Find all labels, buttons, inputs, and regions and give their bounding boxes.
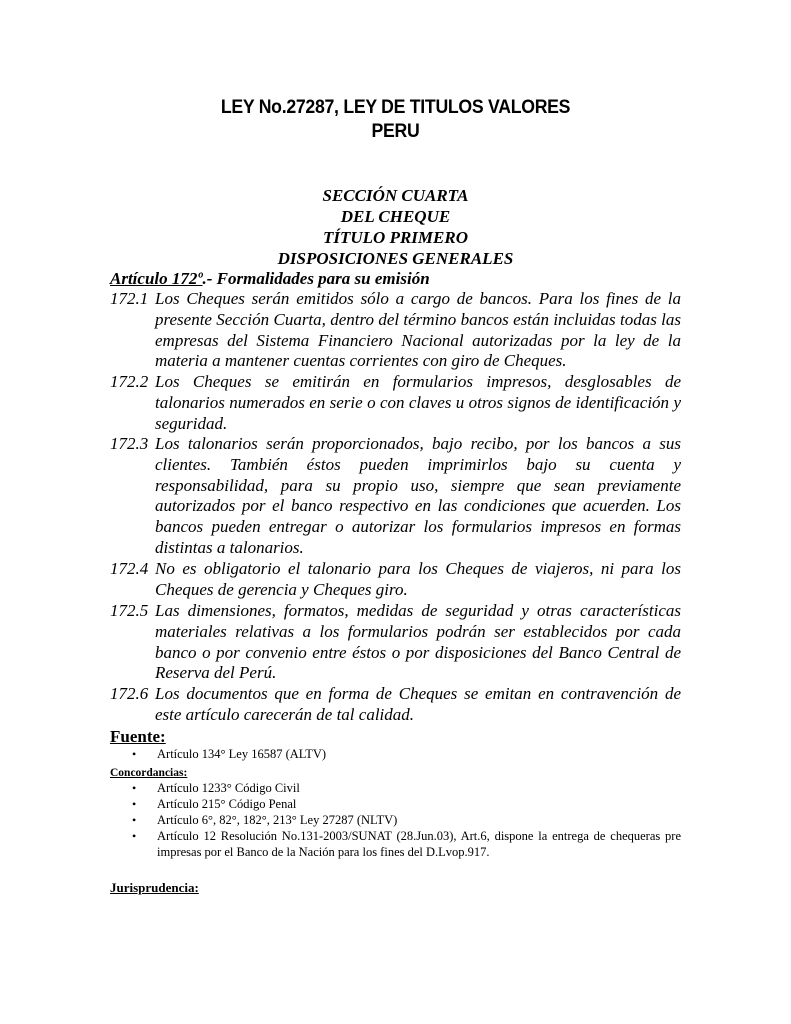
- jurisprudencia-heading: Jurisprudencia:: [110, 880, 199, 895]
- list-item-text: Artículo 1233° Código Civil: [157, 781, 300, 795]
- bullet-icon: •: [132, 747, 137, 761]
- fuente-heading: Fuente:: [110, 727, 166, 746]
- document-subtitle: PERU: [371, 121, 420, 142]
- document-title: LEY No.27287, LEY DE TITULOS VALORES: [220, 97, 571, 118]
- paragraph-text: Los Cheques se emitirán en formularios impresos, desglosables de talonarios numerados en serie o con claves u otros signos de identificación y seguridad.: [155, 372, 681, 433]
- list-item-text: Artículo 215° Código Penal: [157, 797, 297, 811]
- article-paragraph: [110, 601, 681, 684]
- article-paragraph: [110, 372, 681, 434]
- fuente-list: [110, 746, 681, 762]
- list-item: [110, 780, 681, 796]
- bullet-icon: •: [132, 797, 137, 811]
- concordancias-list: [110, 780, 681, 860]
- paragraph-number: 172.1: [110, 289, 149, 308]
- concordancias-heading: Concordancias:: [110, 767, 188, 779]
- article-heading: [110, 268, 430, 289]
- list-item: [110, 828, 681, 860]
- list-item: [110, 746, 681, 762]
- list-item: [110, 796, 681, 812]
- article-paragraph: [110, 559, 681, 601]
- paragraph-number: 172.4: [110, 559, 149, 578]
- article-paragraph: [110, 434, 681, 559]
- paragraph-number: 172.5: [110, 601, 149, 620]
- bullet-icon: •: [132, 829, 137, 843]
- paragraph-number: 172.2: [110, 372, 149, 391]
- list-item-text: Artículo 6°, 82°, 182°, 213° Ley 27287 (NLTV): [157, 813, 398, 827]
- paragraph-text: Los documentos que en forma de Cheques se emitan en contravención de este artículo carecerán de tal calidad.: [155, 684, 681, 724]
- paragraph-text: Los talonarios serán proporcionados, bajo recibo, por los bancos a sus clientes. También éstos pueden imprimirlos bajo su cuenta y responsabilidad, para su propio uso, siempre que sean previamente autorizados por el banco respectivo en las condiciones que acuerden. Los bancos pueden entregar o autorizar los formularios impresos en formas distintas a talonarios.: [155, 434, 681, 557]
- paragraph-number: 172.6: [110, 684, 149, 703]
- article-paragraph: [110, 684, 681, 726]
- article-title: .- Formalidades para su emisión: [202, 269, 430, 288]
- paragraph-text: No es obligatorio el talonario para los Cheques de viajeros, ni para los Cheques de gerencia y Cheques giro.: [155, 559, 681, 599]
- bullet-icon: •: [132, 781, 137, 795]
- paragraph-text: Las dimensiones, formatos, medidas de seguridad y otras características materiales relativas a los formularios podrán ser establecidos por cada banco o por convenio entre éstos o por disposiciones del Banco Central de Reserva del Perú.: [155, 601, 681, 683]
- list-item-text: Artículo 134° Ley 16587 (ALTV): [157, 747, 327, 761]
- article-label: Artículo 172º: [110, 269, 203, 288]
- general-provisions-heading: DISPOSICIONES GENERALES: [277, 249, 514, 268]
- bullet-icon: •: [132, 813, 137, 827]
- section-heading: SECCIÓN CUARTA: [322, 186, 469, 205]
- paragraph-number: 172.3: [110, 434, 149, 453]
- title-heading: TÍTULO PRIMERO: [323, 228, 468, 247]
- paragraph-text: Los Cheques serán emitidos sólo a cargo de bancos. Para los fines de la presente Sección Cuarta, dentro del término bancos están incluidas todas las empresas del Sistema Financiero Nacional autorizadas por la ley de la materia a mantener cuentas corrientes con giro de Cheques.: [155, 289, 681, 371]
- list-item-text: Artículo 12 Resolución No.131-2003/SUNAT (28.Jun.03), Art.6, dispone la entrega de chequeras pre impresas por el Banco de la Nación para los fines del D.Lvop.917.: [157, 829, 681, 859]
- chapter-heading: DEL CHEQUE: [340, 207, 451, 226]
- article-paragraph: [110, 289, 681, 372]
- list-item: [110, 812, 681, 828]
